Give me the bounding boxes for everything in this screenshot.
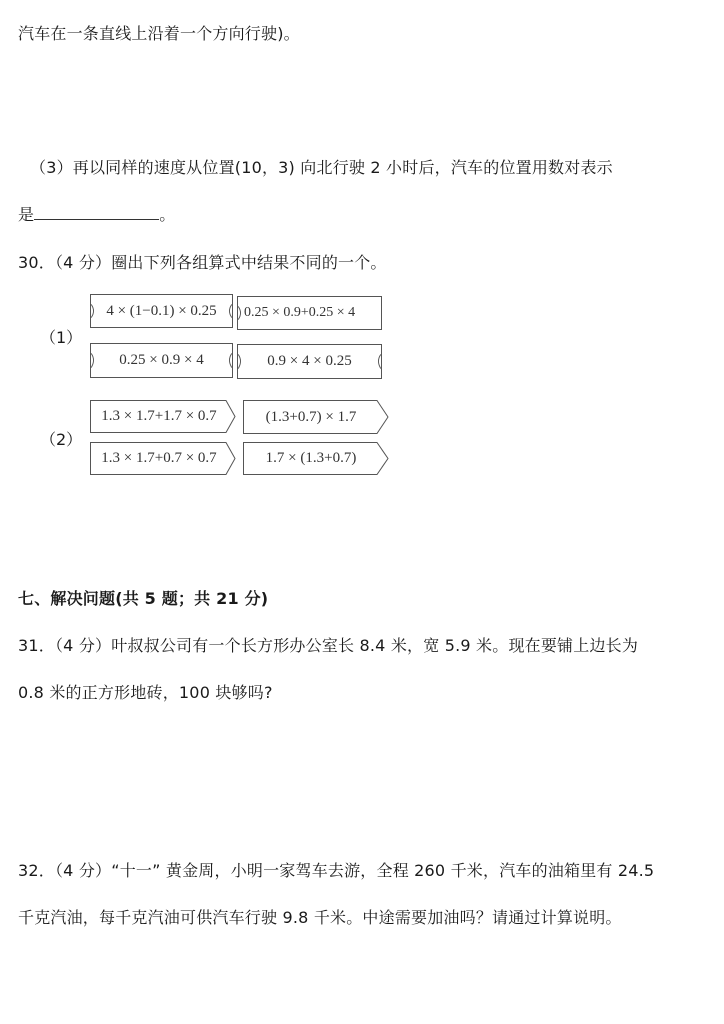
torn-edge-right-icon [375, 345, 381, 378]
question-32-line-1: 32．（4 分）“十一” 黄金周，小明一家驾车去游，全程 260 千米，汽车的油箱里有 24.5 [18, 861, 655, 880]
text-line-1: 汽车在一条直线上沿着一个方向行驶)。 [18, 24, 300, 43]
expression-card[interactable] [237, 296, 382, 330]
torn-edge-right-icon [226, 295, 232, 327]
expression-card[interactable] [90, 343, 233, 378]
torn-edge-right-icon [226, 344, 232, 377]
torn-edge-left-icon [91, 295, 97, 327]
question-31-line-2: 0.8 米的正方形地砖，100 块够吗? [18, 683, 273, 702]
expression-text: 0.9 × 4 × 0.25 [267, 353, 352, 369]
answer-prefix: 是 [18, 205, 35, 224]
question-30: 30．（4 分）圈出下列各组算式中结果不同的一个。 [18, 253, 387, 272]
torn-edge-left-icon [238, 297, 244, 329]
expression-card[interactable] [237, 344, 382, 379]
question-31-line-1: 31．（4 分）叶叔叔公司有一个长方形办公室长 8.4 米，宽 5.9 米。现在要铺上边长为 [18, 636, 639, 655]
expression-text: 0.25 × 0.9 × 4 [119, 352, 204, 368]
expression-card[interactable] [243, 442, 389, 475]
expression-text: 0.25 × 0.9+0.25 × 4 [244, 305, 356, 320]
torn-edge-left-icon [91, 344, 97, 377]
question-29-part-3-answer [18, 205, 175, 225]
group-1-label: （1） [40, 328, 83, 347]
expression-text: 1.7 × (1.3+0.7) [265, 450, 357, 466]
torn-edge-left-icon [238, 345, 244, 378]
expression-text: (1.3+0.7) × 1.7 [265, 408, 357, 425]
question-32-line-2: 千克汽油，每千克汽油可供汽车行驶 9.8 千米。中途需要加油吗？请通过计算说明。 [18, 908, 622, 927]
expression-text: 1.3 × 1.7+0.7 × 0.7 [101, 450, 217, 466]
expression-card[interactable] [90, 294, 233, 328]
expression-text: 1.3 × 1.7+1.7 × 0.7 [101, 408, 217, 424]
expression-text: 4 × (1−0.1) × 0.25 [106, 302, 217, 319]
expression-card[interactable] [90, 442, 236, 475]
expression-card[interactable] [90, 400, 236, 433]
section-7-heading: 七、解决问题(共 5 题；共 21 分) [18, 589, 269, 608]
expression-card[interactable] [243, 400, 389, 434]
answer-blank[interactable] [34, 205, 159, 220]
group-2-label: （2） [40, 430, 83, 449]
question-29-part-3: （3）再以同样的速度从位置(10，3) 向北行驶 2 小时后，汽车的位置用数对表示 [30, 158, 613, 177]
answer-suffix: 。 [159, 205, 176, 224]
